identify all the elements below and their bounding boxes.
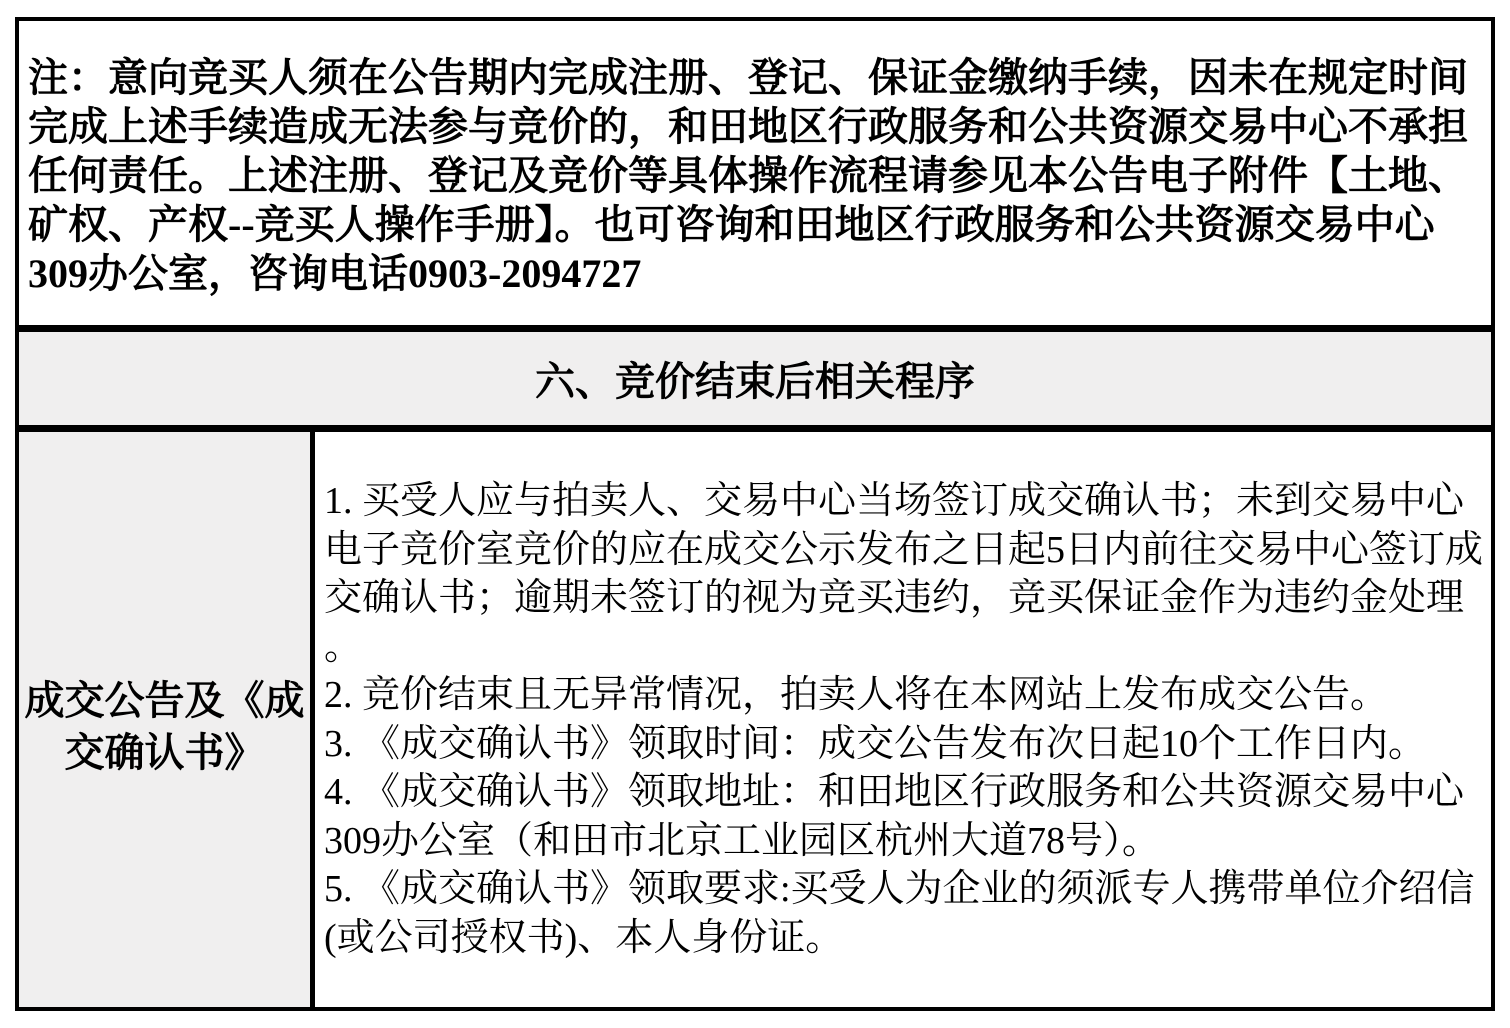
row-content-cell — [315, 432, 1491, 1007]
content-line-4: 。 — [324, 625, 363, 668]
section-header-title: 六、竞价结束后相关程序 — [535, 359, 975, 404]
row-label-line-1: 成交公告及《成 — [24, 677, 305, 723]
section-header-cell — [19, 332, 1491, 432]
announcement-table — [15, 17, 1495, 1011]
confirmation-row — [19, 432, 1491, 1007]
content-line-7: 4. 《成交确认书》领取地址：和田地区行政服务和公共资源交易中心 — [324, 771, 1465, 813]
row-label-cell — [19, 432, 315, 1007]
content-line-6: 3. 《成交确认书》领取时间：成交公告发布次日起10个工作日内。 — [324, 722, 1427, 765]
note-line-3: 任何责任。上述注册、登记及竞价等具体操作流程请参见本公告电子附件【土地、 — [28, 153, 1468, 198]
content-line-8: 309办公室（和田市北京工业园区杭州大道78号）。 — [324, 819, 1161, 862]
content-line-1: 1. 买受人应与拍卖人、交易中心当场签订成交确认书；未到交易中心 — [324, 480, 1465, 522]
note-line-1: 注：意向竞买人须在公告期内完成注册、登记、保证金缴纳手续，因未在规定时间 — [28, 55, 1468, 100]
content-line-10: (或公司授权书)、本人身份证。 — [324, 916, 844, 959]
note-line-5: 309办公室，咨询电话0903-2094727 — [28, 251, 642, 296]
content-line-3: 交确认书；逾期未签订的视为竞买违约，竞买保证金作为违约金处理 — [324, 577, 1465, 619]
content-line-2: 电子竞价室竞价的应在成交公示发布之日起5日内前往交易中心签订成 — [324, 528, 1484, 571]
content-line-5: 2. 竞价结束且无异常情况，拍卖人将在本网站上发布成交公告。 — [324, 674, 1389, 716]
row-label-line-2: 交确认书》 — [64, 729, 265, 775]
note-cell — [19, 21, 1491, 332]
note-line-2: 完成上述手续造成无法参与竞价的，和田地区行政服务和公共资源交易中心不承担 — [28, 104, 1468, 149]
note-line-4: 矿权、产权--竞买人操作手册】。也可咨询和田地区行政服务和公共资源交易中心 — [28, 202, 1435, 247]
content-line-9: 5. 《成交确认书》领取要求:买受人为企业的须派专人携带单位介绍信 — [324, 868, 1475, 910]
